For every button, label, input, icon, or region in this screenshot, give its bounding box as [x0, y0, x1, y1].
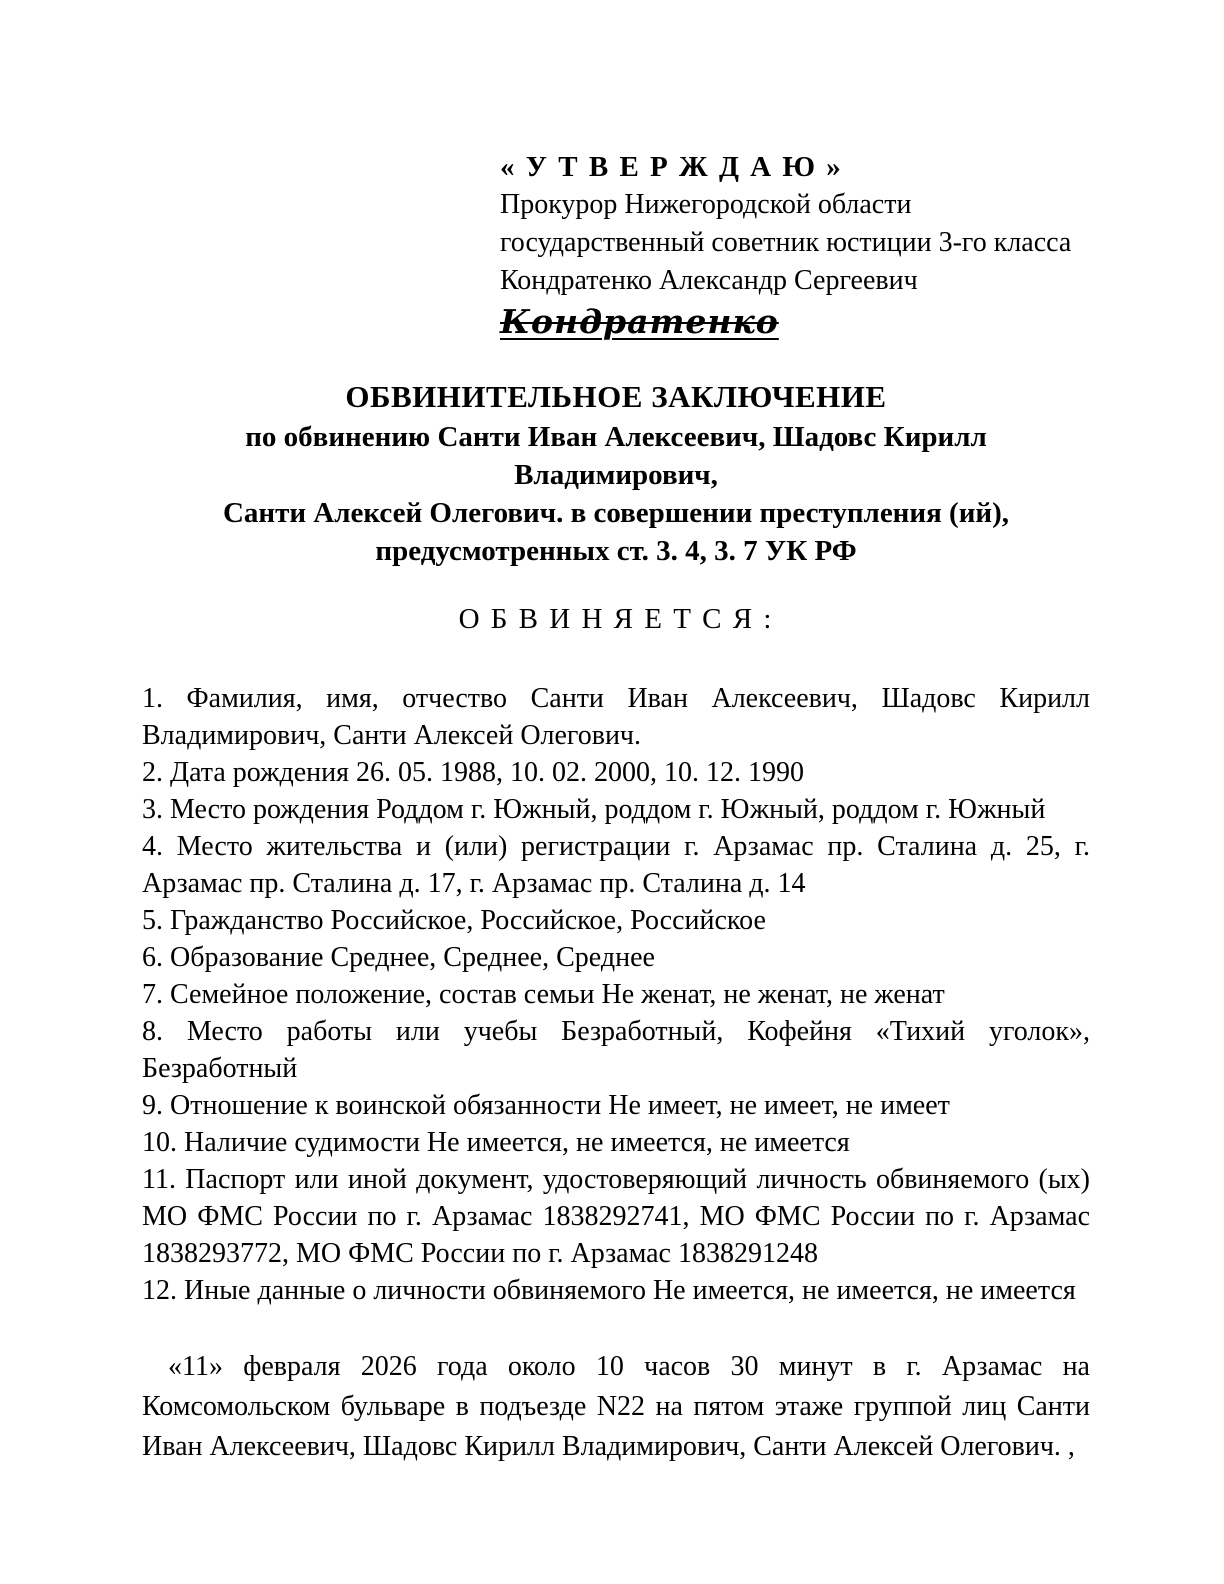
title-subtitle-line-3: предусмотренных ст. 3. 4, 3. 7 УК РФ: [375, 535, 857, 567]
approver-name: Кондратенко Александр Сергеевич: [500, 265, 918, 296]
accused-section-heading: О Б В И Н Я Е Т С Я :: [458, 603, 774, 635]
list-item-7: 7. Семейное положение, состав семьи Не женат, не женат, не женат: [142, 979, 945, 1010]
title-block: [142, 376, 1090, 570]
list-item-2: 2. Дата рождения 26. 05. 1988, 10. 02. 2000, 10. 12. 1990: [142, 757, 804, 788]
list-item-8: 8. Место работы или учебы Безработный, Кофейня «Тихий уголок», Безработный: [142, 1016, 1090, 1084]
title-subtitle-line-1: по обвинению Санти Иван Алексеевич, Шадовс Кирилл Владимирович,: [245, 421, 987, 491]
list-item-4: 4. Место жительства и (или) регистрации г. Арзамас пр. Сталина д. 25, г. Арзамас пр. Сталина д. 17, г. Арзамас пр. Сталина д. 14: [142, 831, 1090, 899]
document-title: ОБВИНИТЕЛЬНОЕ ЗАКЛЮЧЕНИЕ: [345, 379, 887, 414]
list-item-6: 6. Образование Среднее, Среднее, Среднее: [142, 942, 655, 973]
list-item-5: 5. Гражданство Российское, Российское, Российское: [142, 905, 766, 936]
list-item-1: 1. Фамилия, имя, отчество Санти Иван Алексеевич, Шадовс Кирилл Владимирович, Санти Алексей Олегович.: [142, 683, 1090, 751]
accused-details-list: [142, 680, 1090, 1309]
approval-stamp: « У Т В Е Р Ж Д А Ю »: [500, 151, 843, 183]
approver-position-line-2: государственный советник юстиции 3-го класса: [500, 227, 1072, 258]
list-item-12: 12. Иные данные о личности обвиняемого Не имеется, не имеется, не имеется: [142, 1275, 1076, 1306]
list-item-9: 9. Отношение к воинской обязанности Не имеет, не имеет, не имеет: [142, 1090, 950, 1121]
title-subtitle-line-2: Санти Алексей Олегович. в совершении преступления (ий),: [222, 497, 1010, 529]
list-item-11: 11. Паспорт или иной документ, удостоверяющий личность обвиняемого (ых) МО ФМС России по г. Арзамас 1838292741, МО ФМС России по г. Арзамас 1838293772, МО ФМС России по г. Арзамас 1838291248: [142, 1164, 1090, 1269]
approver-signature: Кондратенко: [500, 302, 779, 341]
approval-block: [500, 148, 1090, 344]
approver-position-line-1: Прокурор Нижегородской области: [500, 189, 912, 220]
list-item-10: 10. Наличие судимости Не имеется, не имеется, не имеется: [142, 1127, 850, 1158]
narrative-paragraph: «11» февраля 2026 года около 10 часов 30 минут в г. Арзамас на Комсомольском бульваре в подъезде N22 на пятом этаже группой лиц Санти Иван Алексеевич, Шадовс Кирилл Владимирович, Санти Алексей Олегович. ,: [142, 1351, 1090, 1462]
list-item-3: 3. Место рождения Роддом г. Южный, роддом г. Южный, роддом г. Южный: [142, 794, 1046, 825]
